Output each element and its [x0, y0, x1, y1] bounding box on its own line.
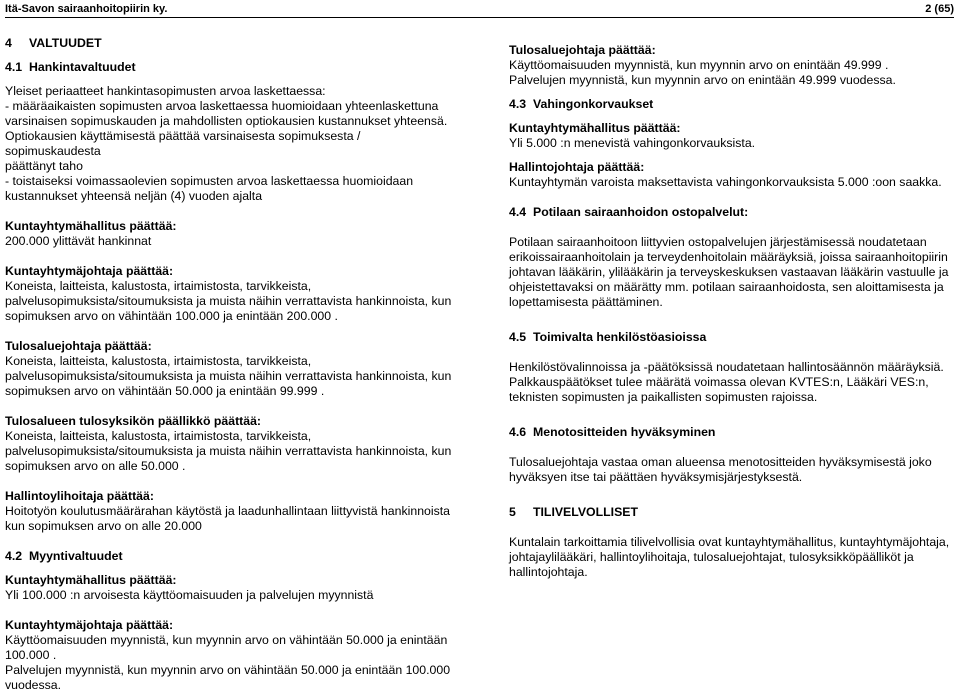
- label-hallintojohtaja: Hallintojohtaja päättää:: [509, 160, 645, 174]
- paragraph-line: palvelusopimuksista/sitoumuksista ja muista näihin verrattavista hankinnoista, kun: [5, 369, 452, 383]
- paragraph-line: Henkilöstövalinnoissa ja -päätöksissä noudatetaan hallintosäännön määräyksiä.: [509, 360, 944, 374]
- label-kuntayhtymahallitus: Kuntayhtymähallitus päättää:: [5, 219, 177, 233]
- paragraph-line: teknisten sopimusten ja paikallisten sopimusten rajoissa.: [509, 390, 818, 404]
- paragraph-line: vuodessa.: [5, 678, 62, 692]
- label-kuntayhtymajohtaja: Kuntayhtymäjohtaja päättää:: [5, 264, 174, 278]
- paragraph-line: lopettamisesta päättäminen.: [509, 295, 663, 309]
- paragraph-line: Käyttöomaisuuden myynnistä, kun myynnin arvo on vähintään 50.000 ja enintään: [5, 633, 448, 647]
- paragraph-line: hallintojohtaja.: [509, 565, 588, 579]
- label-tulosaluejohtaja: Tulosaluejohtaja päättää:: [509, 43, 656, 57]
- label-tulosyksikon-paallikko: Tulosalueen tulosyksikön päällikkö päättää:: [5, 414, 262, 428]
- paragraph-line: ohjeistettavaksi on määrätty mm. potilaan sairaanhoidosta, sen aloittamisesta ja: [509, 280, 944, 294]
- paragraph-line: varsinaisen sopimuskauden ja mahdollisten optiokausien kustannukset yhteensä.: [5, 114, 448, 128]
- left-column: [5, 36, 455, 693]
- paragraph-line: Kuntalain tarkoittamia tilivelvollisia ovat kuntayhtymähallitus, kuntayhtymäjohtaja,: [509, 535, 950, 549]
- page-header: [5, 0, 954, 18]
- paragraph-line: Käyttöomaisuuden myynnistä, kun myynnin arvo on enintään 49.999 .: [509, 58, 889, 72]
- paragraph-line: Yli 5.000 :n menevistä vahingonkorvauksista.: [509, 136, 756, 150]
- paragraph-line: - määräaikaisten sopimusten arvoa laskettaessa huomioidaan yhteenlaskettuna: [5, 99, 439, 113]
- paragraph-line: 200.000 ylittävät hankinnat: [5, 234, 152, 248]
- section-heading-5: 5 TILIVELVOLLISET: [509, 505, 638, 519]
- section-heading-4: 4 VALTUUDET: [5, 36, 102, 50]
- paragraph-line: Potilaan sairaanhoitoon liittyvien ostopalvelujen järjestämisessä noudatetaan: [509, 235, 927, 249]
- paragraph-line: Hoitotyön koulutusmäärärahan käytöstä ja laadunhallintaan liittyvistä hankinnoista: [5, 504, 451, 518]
- paragraph-line: 100.000 .: [5, 648, 57, 662]
- paragraph-line: Yleiset periaatteet hankintasopimusten arvoa laskettaessa:: [5, 84, 326, 98]
- paragraph-line: kun sopimuksen arvo on alle 20.000: [5, 519, 202, 533]
- section-heading-4-3: 4.3 Vahingonkorvaukset: [509, 97, 654, 111]
- paragraph-line: erikoissairaanhoitolain ja terveydenhoitolain määräyksiä, joissa sairaanhoitopiirin: [509, 250, 948, 264]
- paragraph-line: johtavan lääkärin, ylilääkärin ja terveyskeskuksen vastaavan lääkärin vastuulle ja: [509, 265, 949, 279]
- label-kuntayhtymajohtaja: Kuntayhtymäjohtaja päättää:: [5, 618, 174, 632]
- paragraph-line: sopimuksen arvo on vähintään 50.000 ja enintään 99.999 .: [5, 384, 325, 398]
- paragraph-line: Koneista, laitteista, kalustosta, irtaimistosta, tarvikkeista,: [5, 429, 312, 443]
- paragraph-line: Palvelujen myynnistä, kun myynnin arvo on vähintään 50.000 ja enintään 100.000: [5, 663, 451, 677]
- paragraph-line: Yli 100.000 :n arvoisesta käyttöomaisuuden ja palvelujen myynnistä: [5, 588, 374, 602]
- paragraph-line: sopimuksen arvo on vähintään 100.000 ja enintään 200.000 .: [5, 309, 338, 323]
- organization-name: Itä-Savon sairaanhoitopiirin ky.: [5, 3, 168, 15]
- paragraph-line: päättänyt taho: [5, 159, 83, 173]
- paragraph-line: hyväksyen itse tai päättäen hyväksymisjärjestyksestä.: [509, 470, 803, 484]
- right-column: [509, 43, 954, 580]
- paragraph-line: palvelusopimuksista/sitoumuksista ja muista näihin verrattavista hankinnoista, kun: [5, 294, 452, 308]
- label-kuntayhtymahallitus: Kuntayhtymähallitus päättää:: [509, 121, 681, 135]
- paragraph-line: - toistaiseksi voimassaolevien sopimusten arvoa laskettaessa huomioidaan: [5, 174, 414, 188]
- paragraph-line: palvelusopimuksista/sitoumuksista ja muista näihin verrattavista hankinnoista, kun: [5, 444, 452, 458]
- section-heading-4-4: 4.4 Potilaan sairaanhoidon ostopalvelut:: [509, 205, 749, 219]
- paragraph-line: sopimuksen arvo on alle 50.000 .: [5, 459, 186, 473]
- paragraph-line: Palkkauspäätökset tulee määrätä voimassa olevan KVTES:n, Lääkäri VES:n,: [509, 375, 929, 389]
- paragraph-line: kustannukset yhteensä neljän (4) vuoden ajalta: [5, 189, 263, 203]
- paragraph-line: Tulosaluejohtaja vastaa oman alueensa menotositteiden hyväksymisestä joko: [509, 455, 932, 469]
- section-heading-4-1: 4.1 Hankintavaltuudet: [5, 60, 136, 74]
- section-heading-4-5: 4.5 Toimivalta henkilöstöasioissa: [509, 330, 707, 344]
- label-tulosaluejohtaja: Tulosaluejohtaja päättää:: [5, 339, 152, 353]
- paragraph-line: johtajaylilääkäri, hallintoylihoitaja, tulosaluejohtajat, tulosyksikköpäälliköt ja: [509, 550, 914, 564]
- page-number: 2 (65): [925, 3, 954, 15]
- label-kuntayhtymahallitus: Kuntayhtymähallitus päättää:: [5, 573, 177, 587]
- paragraph-line: Kuntayhtymän varoista maksettavista vahingonkorvauksista 5.000 :oon saakka.: [509, 175, 942, 189]
- paragraph-line: Palvelujen myynnistä, kun myynnin arvo on enintään 49.999 vuodessa.: [509, 73, 896, 87]
- section-heading-4-2: 4.2 Myyntivaltuudet: [5, 549, 123, 563]
- paragraph-line: Optiokausien käyttämisestä päättää varsinaisesta sopimuksesta / sopimuskaudesta: [5, 129, 361, 158]
- paragraph-line: Koneista, laitteista, kalustosta, irtaimistosta, tarvikkeista,: [5, 354, 312, 368]
- label-hallintoylihoitaja: Hallintoylihoitaja päättää:: [5, 489, 154, 503]
- paragraph-line: Koneista, laitteista, kalustosta, irtaimistosta, tarvikkeista,: [5, 279, 312, 293]
- section-heading-4-6: 4.6 Menotositteiden hyväksyminen: [509, 425, 716, 439]
